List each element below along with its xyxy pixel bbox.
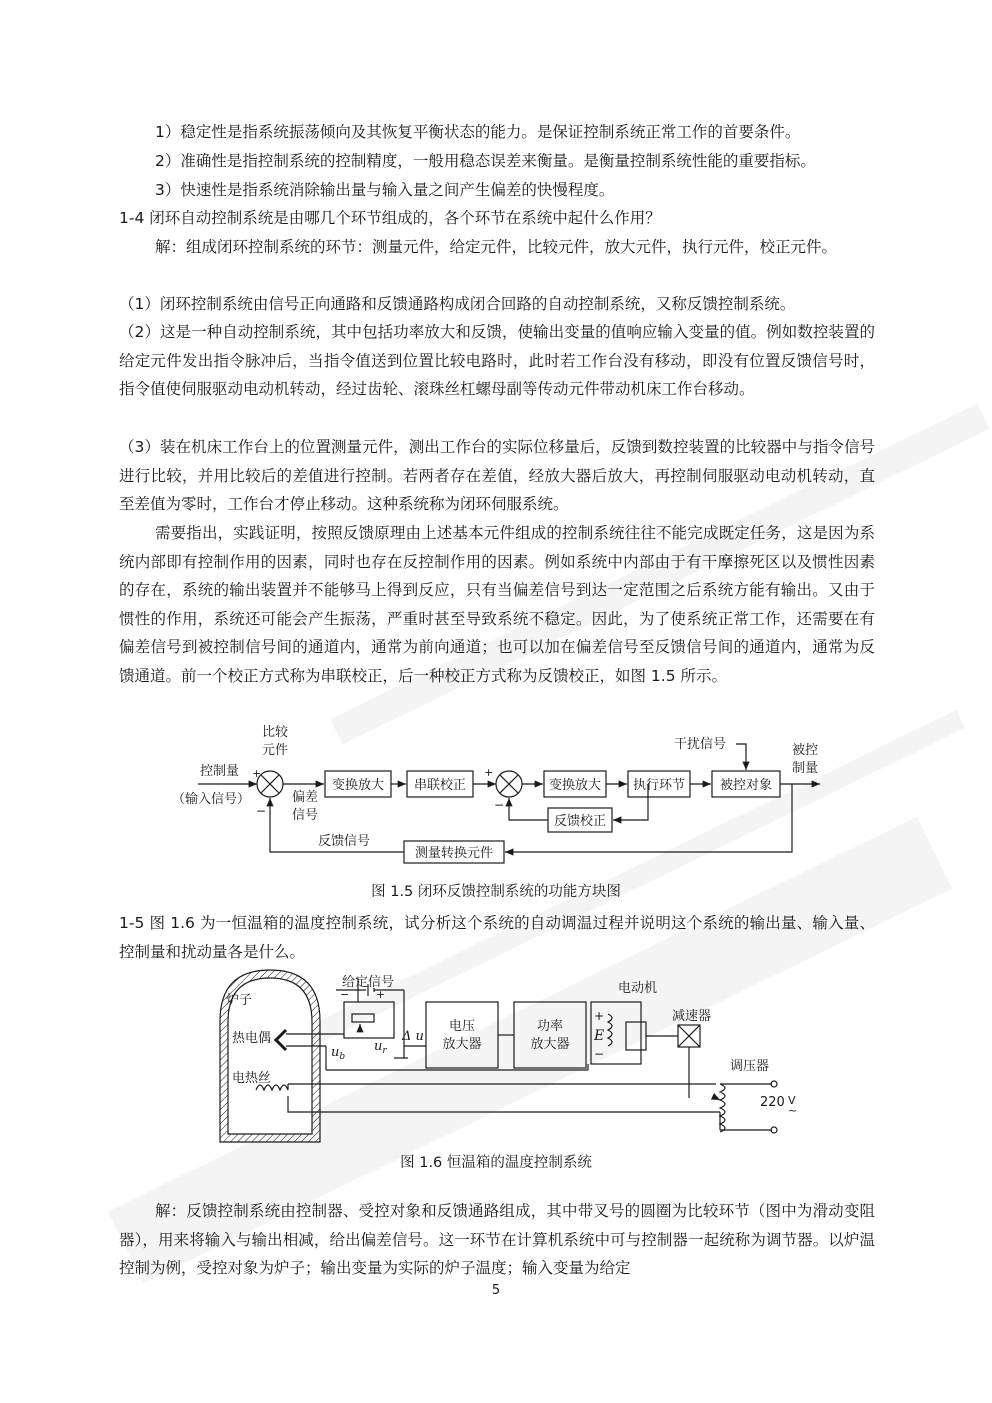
motor-minus: −	[594, 1047, 605, 1061]
block-measurement: 测量转换元件	[414, 846, 494, 861]
paragraph-stability: 1）稳定性是指系统振荡倾向及其恢复平衡状态的能力。是保证控制系统正常工作的首要条件。	[155, 123, 801, 141]
figure-1-5-block-diagram	[168, 722, 848, 872]
block-amp-1: 变换放大	[331, 778, 385, 793]
setpoint-label: 给定信号	[342, 975, 395, 990]
comparator-label-1: 比较	[262, 725, 289, 740]
page-number: 5	[491, 1283, 501, 1298]
answer-1-4-note: 需要指出，实践证明，按照反馈原理由上述基本元件组成的控制系统往往不能完成既定任务，这是因为系统内部即有控制作用的因素，同时也存在反控制作用的因素。例如系统中内部由于有干摩擦死区以及惯性因素的存在，系统的输出装置并不能够马上得到反应，只有当偏差信号到达一定范围之后系统方能有输出。又由于惯性的作用，系统还可能会产生振荡，严重时甚至导致系统不稳定。因此，为了使系统正常工作，还需要在有偏差信号到被控制信号间的通道内，通常为前向通道；也可以加在偏差信号至反馈信号间的通道内，通常为反馈通道。前一个校正方式称为串联校正，后一种校正方式称为反馈校正，如图 1.5 所示。	[119, 524, 875, 685]
thermocouple-label: 热电偶	[232, 1031, 272, 1046]
sign-minus-1: −	[256, 804, 267, 818]
question-1-5: 1-5 图 1.6 为一恒温箱的温度控制系统，试分析这个系统的自动调温过程并说明这个系统的输出量、输入量、控制量和扰动量各是什么。	[119, 914, 875, 961]
feedback-label: 反馈信号	[318, 834, 371, 849]
input-label-2: （输入信号）	[172, 792, 251, 807]
block-plant: 被控对象	[719, 778, 773, 793]
sign-minus-2: −	[494, 798, 505, 812]
voltage-amp-label-1: 电压	[448, 1019, 476, 1034]
paragraph-speed: 3）快速性是指系统消除输出量与输入量之间产生偏差的快慢程度。	[155, 181, 615, 199]
supply-label: 220	[760, 1095, 785, 1110]
setpoint-plus: +	[376, 988, 386, 1001]
supply-ac: ~	[788, 1104, 798, 1117]
answer-1-5: 解：反馈控制系统由控制器、受控对象和反馈通路组成，其中带叉号的圆圈为比较环节（图中为滑动变阻器），用来将输入与输出相减，给出偏差信号。这一环节在计算机系统中可与控制器一起统称为调节器。以炉温控制为例，受控对象为炉子；输出变量为实际的炉子温度；输入变量为给定	[119, 1202, 875, 1278]
ur-label: $u_r$	[374, 1039, 387, 1056]
heater-label: 电热丝	[232, 1071, 272, 1086]
block-feedback-correction: 反馈校正	[553, 814, 607, 829]
sign-plus-1: +	[252, 767, 262, 780]
answer-1-4-item-2: （2）这是一种自动控制系统，其中包括功率放大和反馈，使输出变量的值响应输入变量的值。例如数控装置的给定元件发出指令脉冲后，当指令值送到位置比较电路时，此时若工作台没有移动，即没有位置反馈信号时，指令值使伺服驱动电动机转动，经过齿轮、滚珠丝杠螺母副等传动元件带动机床工作台移动。	[119, 323, 875, 399]
voltage-amp-label-2: 放大器	[442, 1037, 482, 1052]
ub-label: $u_b$	[331, 1045, 346, 1062]
sign-plus-2: +	[484, 766, 494, 779]
power-amp-label-2: 放大器	[530, 1037, 570, 1052]
reducer-label: 减速器	[672, 1009, 712, 1024]
regulator-label: 调压器	[730, 1059, 770, 1074]
emf-label: E	[594, 1028, 605, 1044]
supply-unit: V	[788, 1094, 796, 1107]
output-label-1: 被控	[792, 743, 819, 758]
setpoint-minus: −	[340, 988, 350, 1001]
block-actuator: 执行环节	[632, 778, 686, 793]
disturbance-label: 干扰信号	[674, 737, 727, 752]
answer-1-4-intro: 解：组成闭环控制系统的环节：测量元件，给定元件，比较元件，放大元件，执行元件，校正元件。	[155, 238, 838, 256]
figure-1-6-caption: 图 1.6 恒温箱的温度控制系统	[400, 1155, 592, 1171]
output-label-2: 制量	[792, 761, 819, 776]
block-amp-2: 变换放大	[548, 778, 602, 793]
motor-label: 电动机	[618, 981, 658, 996]
figure-1-6-circuit	[208, 966, 808, 1148]
answer-1-4-item-1: （1）闭环控制系统由信号正向通路和反馈通路构成闭合回路的自动控制系统，又称反馈控制系统。	[119, 295, 796, 313]
furnace-label: 炉子	[226, 993, 253, 1008]
input-label: 控制量	[200, 764, 240, 779]
error-label-1: 偏差	[292, 790, 319, 805]
delta-u-label: Δ u	[402, 1029, 424, 1044]
comparator-label-2: 元件	[262, 743, 289, 758]
answer-1-4-item-3: （3）装在机床工作台上的位置测量元件，测出工作台的实际位移量后，反馈到数控装置的比较器中与指令信号进行比较，并用比较后的差值进行控制。若两者存在差值，经放大器后放大，再控制伺服驱动电动机转动，直至差值为零时，工作台才停止移动。这种系统称为闭环伺服系统。	[119, 438, 875, 514]
block-series-correction: 串联校正	[413, 778, 467, 793]
motor-plus: +	[594, 1009, 605, 1023]
power-amp-label-1: 功率	[536, 1019, 564, 1034]
question-1-4: 1-4 闭环自动控制系统是由哪几个环节组成的，各个环节在系统中起什么作用？	[119, 209, 661, 227]
paragraph-accuracy: 2）准确性是指控制系统的控制精度，一般用稳态误差来衡量。是衡量控制系统性能的重要指标。	[155, 152, 816, 170]
figure-1-5-caption: 图 1.5 闭环反馈控制系统的功能方块图	[371, 884, 621, 900]
error-label-2: 信号	[292, 808, 319, 823]
